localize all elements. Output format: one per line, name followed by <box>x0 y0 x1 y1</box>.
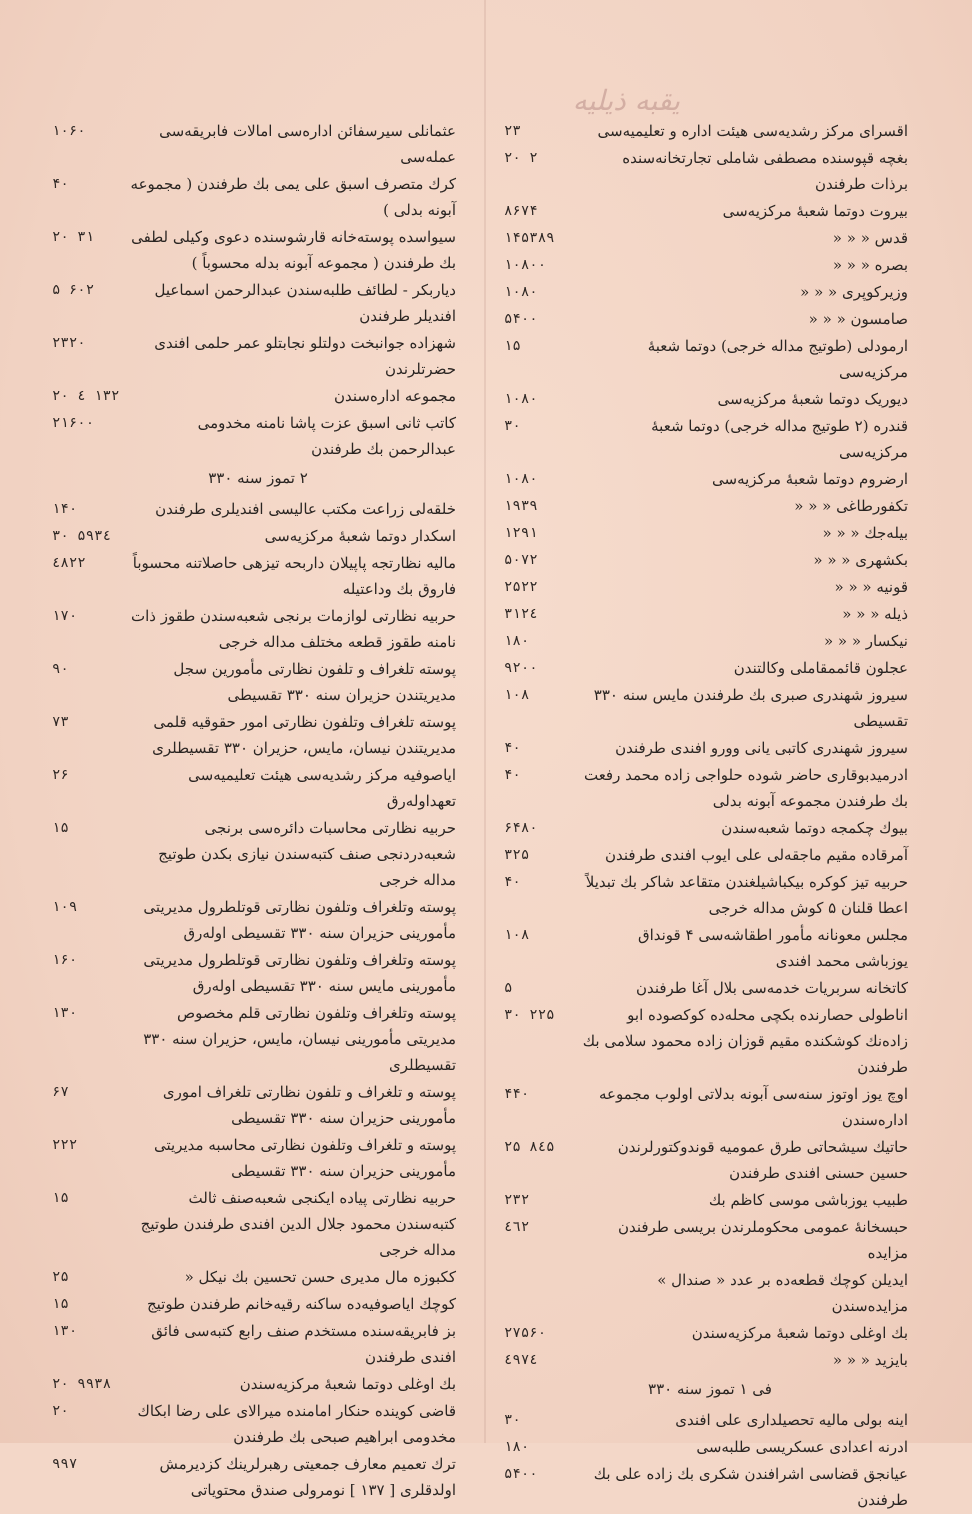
donation-entry <box>48 603 468 655</box>
donation-amount: ۲۰ <box>52 1403 69 1419</box>
donation-entry <box>500 762 920 814</box>
donation-entry <box>500 520 920 546</box>
donor-description: کرك متصرف اسبق علی یمی بك طرفندن ( مجموعه آبونه بدلی ) <box>130 175 456 219</box>
donation-amount: ۱۰۸ <box>504 927 530 943</box>
donor-description: طبیب یوزباشی موسی کاظم بك <box>708 1191 908 1209</box>
left-column <box>48 118 468 1504</box>
donor-description: کاتب ثانی اسبق عزت پاشا نامنه مخدومی عبدالرحمن بك طرفندن <box>197 414 456 458</box>
donation-amount: ۳۱۲٤ <box>504 606 538 622</box>
donation-entry <box>500 413 920 465</box>
donor-description: عثمانلی سیرسفائن اداره‌سی امالات فابریقه‌سی عمله‌سی <box>159 122 456 166</box>
donation-entry <box>500 225 920 251</box>
donor-description: ارمودلی (طوتیج مداله خرجی) دوتما شعبهٔ مرکزیه‌سی <box>647 337 908 381</box>
donation-entry <box>48 1398 468 1450</box>
donation-entry <box>500 1081 920 1133</box>
donation-amount: ۱۰۸ <box>504 687 530 703</box>
date-heading: ۲ تموز سنه ۳۳۰ <box>208 469 308 487</box>
donation-amount: ۶۴۸۰ <box>504 820 538 836</box>
donation-entry <box>48 118 468 170</box>
donor-description: آمرقاده مقیم ماجقه‌لی علی ایوب افندی طرفندن <box>605 846 908 864</box>
donation-entry <box>500 198 920 224</box>
donation-amount: ۲۵ <box>52 1269 69 1285</box>
donor-description: سیواسده پوسته‌خانه قارشوسنده دعوی وکیلی لطفی بك طرفندن ( مجموعه آبونه بدله محسوباً ) <box>131 228 456 272</box>
donor-description: مجلس معونانه مأمور اطقاشه‌سی ۴ قونداق یوزباشی محمد افندی <box>637 926 908 970</box>
donor-description: اوچ یوز اوتوز سنه‌سی آبونه بدلاتی اولوب مجموعه اداره‌سندن <box>599 1085 908 1129</box>
donation-entry <box>500 547 920 573</box>
donation-entry <box>48 894 468 946</box>
donation-entry <box>48 1371 468 1397</box>
donor-description: صامسون « « « <box>808 310 908 328</box>
donation-entry <box>48 1185 468 1263</box>
donor-description: ایاصوفیه مرکز رشدیه‌سی هیئت تعلیمیه‌سی تعهداوله‌رق <box>188 766 456 810</box>
donation-amount: ۵ ۶۰۲ <box>52 282 95 298</box>
donation-amount: ۳۰ ۵۹۳٤ <box>52 528 112 544</box>
donor-description: پوسته تلغراف و تلفون نظارتی مأمورین سجل مدیریتندن حزیران سنه ۳۳۰ تقسیطی <box>173 660 456 704</box>
donation-amount: ۱۲۹۱ <box>504 525 538 541</box>
donation-entry <box>500 386 920 412</box>
donation-entry <box>500 655 920 681</box>
donor-description: سیروز شهندری کاتبی یانی وورو افندی طرفندن <box>615 739 908 757</box>
donor-description: بصره « « « <box>832 256 908 274</box>
donor-description: پوسته و تلغراف وتلفون نظارتی محاسبه مدیریتی مأمورینی حزیران سنه ۳۳۰ تقسیطی <box>154 1136 456 1180</box>
donation-amount: ۳۲۵ <box>504 847 530 863</box>
donor-description: عجلون قائممقاملی وکالتندن <box>733 659 908 677</box>
donor-description: قونیه « « « <box>834 578 908 596</box>
donation-entry <box>48 815 468 893</box>
donor-description: تکفورطاغی « « « <box>794 497 908 515</box>
donation-entry <box>48 1132 468 1184</box>
donor-description: ایدیلن کوچك قطعه‌ده بر عدد « صندال » مزایده‌سندن <box>657 1271 908 1315</box>
donation-amount: ۴۰ <box>52 176 69 192</box>
donation-entry <box>48 550 468 602</box>
donation-entry <box>500 1434 920 1460</box>
donation-amount: ۱۴۵۳۸۹ <box>504 230 555 246</box>
donation-amount: ۹۰ <box>52 661 69 677</box>
donation-amount: ۲۳ <box>504 123 521 139</box>
donor-description: قدس « « « <box>832 229 908 247</box>
donation-entry <box>48 1000 468 1078</box>
donation-amount: ۳۰ <box>504 418 521 434</box>
donation-amount: ۱۳۰ <box>52 1005 78 1021</box>
donation-entry <box>48 523 468 549</box>
donation-amount: ۴۰ <box>504 874 521 890</box>
donation-amount: ۱۵ <box>52 1190 69 1206</box>
donation-amount: ۱۸۰ <box>504 633 530 649</box>
donation-amount: ۹۲۰۰ <box>504 660 538 676</box>
donor-description: حربیه تیز کوکره بیکباشیلغندن متقاعد شاکر بك تبدیلاً اعطا قلنان ۵ کوش مداله خرجی <box>585 873 908 917</box>
donation-amount: ۲۰ ۳۱ <box>52 229 95 245</box>
donation-amount: ۵۴۰۰ <box>504 1466 538 1482</box>
donation-amount: ٤۹۷٤ <box>504 1352 538 1368</box>
donor-description: پوسته وتلغراف وتلفون نظارتی قلم مخصوص مدیریتی مأمورینی نیسان، مایس، حزیران سنه ۳۳۰ تقسیطلری <box>143 1004 456 1074</box>
donation-entry <box>500 279 920 305</box>
donation-amount: ۱۰۶۰ <box>52 123 86 139</box>
donor-description: اسکدار دوتما شعبهٔ مرکزیه‌سی <box>264 527 456 545</box>
donor-description: حربیه نظارتی محاسبات دائره‌سی برنجی شعبه‌دردنجی صنف کتبه‌سندن نیازی بکدن طوتیج مداله خرجی <box>158 819 456 889</box>
donation-entry <box>500 975 920 1001</box>
donation-amount: ۱۰۹ <box>52 899 78 915</box>
donation-entry <box>500 493 920 519</box>
donor-description: ادرنه اعدادی عسکریسی طلبه‌سی <box>696 1438 908 1456</box>
donor-description: بز فابریقه‌سنده مستخدم صنف رابع کتبه‌سی فائق افندی طرفندن <box>151 1322 456 1366</box>
donation-amount: ٤٦۲ <box>504 1219 530 1235</box>
donor-description: پوسته وتلغراف وتلفون نظارتی قوتلطرول مدیریتی مأمورینی مایس سنه ۳۳۰ تقسیطی اوله‌رق <box>143 951 456 995</box>
donor-description: بغچه قپوسنده مصطفی شاملی تجارتخانه‌سنده برذات طرفندن <box>622 149 908 193</box>
donor-description: حربیه نظارتی پیاده ایکنجی شعبه‌صنف ثالث کتبه‌سندن محمود جلال الدین افندی طرفندن طوتیج مداله خرجی <box>140 1189 456 1259</box>
donor-description: ذیله « « « <box>842 605 908 623</box>
donation-entry <box>500 306 920 332</box>
donation-amount: ۱۴۰ <box>52 501 78 517</box>
donation-entry <box>500 628 920 654</box>
donation-amount: ۵۴۰۰ <box>504 311 538 327</box>
donation-entry <box>500 735 920 761</box>
donation-entry <box>48 496 468 522</box>
donation-amount: ۱۹۳۹ <box>504 498 538 514</box>
donation-amount: ۱۵ <box>52 1296 69 1312</box>
donor-description: بك اوغلی دوتما شعبهٔ مرکزیه‌سندن <box>239 1375 456 1393</box>
donation-entry <box>500 815 920 841</box>
donation-entry <box>500 252 920 278</box>
donation-amount: ۴۴۰ <box>504 1086 530 1102</box>
donor-description: ککبوزه مال مدیری حسن تحسین بك نیکل « <box>184 1268 456 1286</box>
donor-description: ترك تعمیم معارف جمعیتی رهبرلرینك کزدیرمش اولدقلری [ ۱۳۷ ] نومرولی صندق محتویاتی <box>159 1455 456 1499</box>
donation-entry <box>500 1267 920 1319</box>
donation-entry <box>500 1347 920 1373</box>
donor-description: خلقه‌لی زراعت مکتب عالیسی افندیلری طرفندن <box>155 500 456 518</box>
donation-entry <box>500 466 920 492</box>
donation-amount: ۲۳۲۰ <box>52 335 86 351</box>
donor-description: کاتخانه سربریات خدمه‌سی بلال آغا طرفندن <box>635 979 908 997</box>
donation-amount: ۱۶۰ <box>52 952 78 968</box>
donation-amount: ۵۰۷۲ <box>504 552 538 568</box>
donation-amount: ۲۰ ۹۹۳۸ <box>52 1376 112 1392</box>
donation-amount: ۱۵ <box>504 338 521 354</box>
donation-amount: ۲۵۲۲ <box>504 579 538 595</box>
donor-description: وزیرکوپری « « « <box>800 283 908 301</box>
donor-description: حربیه نظارتی لوازمات برنجی شعبه‌سندن طقوز ذات نامنه طقوز قطعه مختلف مداله خرجی <box>131 607 456 651</box>
donation-entry <box>500 1407 920 1433</box>
donor-description: مالیه نظارتجه پاپیلان داربحه تیزهی حاصلاتنه محسوباً فاروق بك وداعتیله <box>132 554 456 598</box>
donor-description: دیاربکر - لطائف طلبه‌سندن عبدالرحمن اسماعیل افندیلر طرفندن <box>154 281 456 325</box>
donation-entry <box>500 1187 920 1213</box>
donor-description: ارضروم دوتما شعبهٔ مرکزیه‌سی <box>712 470 908 488</box>
donation-amount: ۳۰ <box>504 1412 521 1428</box>
donation-amount: ۱۰۸۰ <box>504 391 538 407</box>
right-column <box>500 118 920 1514</box>
donor-description: پوسته و تلغراف و تلفون نظارتی تلغراف اموری مأمورینی حزیران سنه ۳۳۰ تقسیطی <box>162 1083 456 1127</box>
donor-description: حبسخانهٔ عمومی محکوملرندن بریسی طرفندن مزایده <box>617 1218 908 1262</box>
donor-description: ادرمیدبوقاری حاضر شوده حلواجی زاده محمد رفعت بك طرفندن مجموعه آبونه بدلی <box>583 766 908 810</box>
donor-description: قندره (۲ طوتیج مداله خرجی) دوتما شعبهٔ مرکزیه‌سی <box>651 417 908 461</box>
donation-amount: ۱۵ <box>52 820 69 836</box>
donation-entry <box>500 145 920 197</box>
donor-description: بیله‌جك « « « <box>822 524 908 542</box>
donation-amount: ۱۰۸۰ <box>504 471 538 487</box>
donation-entry <box>500 118 920 144</box>
donation-entry <box>48 383 468 409</box>
donation-amount: ۲۶ <box>52 767 69 783</box>
donation-amount: ۱۷۰ <box>52 608 78 624</box>
donation-entry <box>500 1134 920 1186</box>
donor-description: عیانجق قضاسی اشرافندن شکری بك زاده علی بك طرفندن <box>593 1465 908 1509</box>
donation-amount: ۲۰ ۲ <box>504 150 538 166</box>
donation-entry <box>500 1461 920 1513</box>
donation-entry <box>500 842 920 868</box>
donation-entry <box>48 1264 468 1290</box>
donation-amount: ٤۸۲۲ <box>52 555 86 571</box>
donor-description: قاضی کوینده حنکار امامنده میرالای علی رضا ابکاك مخدومی ابراهیم صبحی بك طرفندن <box>137 1402 456 1446</box>
donation-entry <box>48 224 468 276</box>
donation-amount: ۶۷ <box>52 1084 69 1100</box>
donation-entry <box>48 1318 468 1370</box>
page-fold-divider <box>484 0 486 1443</box>
donation-amount: ۳۰ ۲۲۵ <box>504 1007 555 1023</box>
donor-description: شهزاده جوانبخت دولتلو نجابتلو عمر حلمی افندی حضرتلرندن <box>154 334 456 378</box>
donation-entry <box>48 1291 468 1317</box>
donor-description: بیوك چکمجه دوتما شعبه‌سندن <box>721 819 908 837</box>
donation-entry <box>48 171 468 223</box>
header-mark: یقبه ذیلیه <box>572 84 680 117</box>
donor-description: بك اوغلی دوتما شعبهٔ مرکزیه‌سندن <box>691 1324 908 1342</box>
donation-entry <box>48 656 468 708</box>
donation-amount: ۲۵ ۸٤۵ <box>504 1139 555 1155</box>
donation-entry <box>48 277 468 329</box>
donor-description: نیکسار « « « <box>823 632 908 650</box>
donation-entry <box>500 1214 920 1266</box>
donation-amount: ۲۲۲ <box>52 1137 78 1153</box>
donation-entry <box>48 1079 468 1131</box>
donation-amount: ۱۰۸۰۰ <box>504 257 547 273</box>
donation-entry <box>500 922 920 974</box>
donation-entry <box>500 333 920 385</box>
date-heading: فی ۱ تموز سنه ۳۳۰ <box>648 1380 772 1398</box>
donation-amount: ۸۶۷۴ <box>504 203 538 219</box>
donation-entry <box>48 1451 468 1503</box>
donation-entry <box>48 330 468 382</box>
donation-amount: ۱۸۰ <box>504 1439 530 1455</box>
donation-amount: ۹۹۷ <box>52 1456 78 1472</box>
donor-description: اناطولی حصارنده بکچی محله‌ده کوکصوده ابو زاده‌نك کوشکنده مقیم قوزان زاده محمود سلامی بك طرفندن <box>582 1006 908 1076</box>
donation-entry <box>500 869 920 921</box>
donor-description: اینه بولی مالیه تحصیلداری علی افندی <box>675 1411 908 1429</box>
donation-amount: ۴۰ <box>504 740 521 756</box>
donor-description: کوچك ایاصوفیه‌ده ساکنه رقیه‌خانم طرفندن طوتیج <box>146 1295 456 1313</box>
donor-description: بیروت دوتما شعبهٔ مرکزیه‌سی <box>722 202 908 220</box>
donation-entry <box>500 574 920 600</box>
donor-description: بکشهری « « « <box>813 551 908 569</box>
donation-amount: ۱۰۸۰ <box>504 284 538 300</box>
donor-description: بایزید « « « <box>832 1351 908 1369</box>
donor-description: دیوریک دوتما شعبهٔ مرکزیه‌سی <box>717 390 908 408</box>
donation-entry <box>500 1002 920 1080</box>
donation-entry <box>48 947 468 999</box>
donation-amount: ۵ <box>504 980 513 996</box>
donation-amount: ۲۰ ٤ ۱۳۲ <box>52 388 120 404</box>
donation-entry <box>48 762 468 814</box>
donation-amount: ۱۳۰ <box>52 1323 78 1339</box>
donor-description: سیروز شهندری صبری بك طرفندن مایس سنه ۳۳۰ تقسیطی <box>593 686 908 730</box>
donor-description: پوسته تلغراف وتلفون نظارتی امور حقوقیه قلمی مدیریتندن نیسان، مایس، حزیران ۳۳۰ تقسیطلری <box>152 713 456 757</box>
donor-description: مجموعه اداره‌سندن <box>334 387 456 405</box>
donor-description: پوسته وتلغراف وتلفون نظارتی قوتلطرول مدیریتی مأمورینی حزیران سنه ۳۳۰ تقسیطی اوله‌رق <box>143 898 456 942</box>
donation-amount: ۲۳۲ <box>504 1192 530 1208</box>
donation-amount: ۲۷۵۶۰ <box>504 1325 547 1341</box>
donation-entry <box>500 682 920 734</box>
donor-description: حاتیك سیشحاتی طرق عمومیه قوندوکتورلرندن حسین حسنی افندی طرفندن <box>617 1138 908 1182</box>
donor-description: اقسرای مرکز رشدیه‌سی هیئت اداره و تعلیمیه‌سی <box>597 122 908 140</box>
donation-amount: ۴۰ <box>504 767 521 783</box>
donation-entry <box>500 1320 920 1346</box>
donation-entry <box>48 709 468 761</box>
donation-amount: ۲۱۶۰۰ <box>52 415 95 431</box>
donation-entry <box>48 410 468 462</box>
donation-entry <box>500 601 920 627</box>
donation-amount: ۷۳ <box>52 714 69 730</box>
